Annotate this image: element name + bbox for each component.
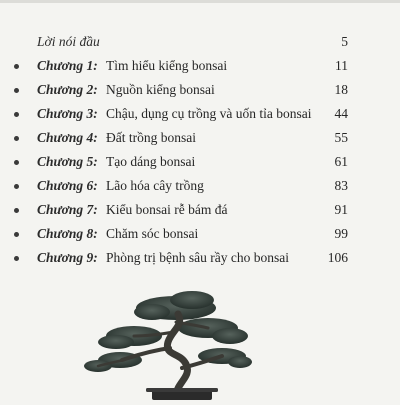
chapter-page: 44	[334, 106, 348, 121]
toc-row-chapter-8[interactable]	[0, 223, 400, 245]
bonsai-tree-icon	[80, 286, 280, 400]
chapter-page: 106	[327, 250, 348, 265]
chapter-title: Phòng trị bệnh sâu rầy cho bonsai	[106, 250, 289, 265]
toc-intro-row[interactable]	[0, 31, 400, 53]
chapter-title: Lão hóa cây trồng	[106, 178, 204, 193]
bullet-icon	[14, 256, 19, 261]
chapter-title: Kiểu bonsai rễ bám đá	[106, 202, 228, 217]
chapter-page: 91	[334, 202, 348, 217]
chapter-page: 61	[334, 154, 348, 169]
bonsai-illustration	[80, 286, 280, 400]
bullet-icon	[14, 112, 19, 117]
toc-row-chapter-3[interactable]	[0, 103, 400, 125]
chapter-title: Chăm sóc bonsai	[106, 226, 199, 241]
chapter-title: Tìm hiểu kiểng bonsai	[106, 58, 228, 73]
chapter-label: Chương 6:	[37, 178, 98, 193]
bullet-icon	[14, 184, 19, 189]
chapter-label: Chương 5:	[37, 154, 98, 169]
bullet-icon	[14, 88, 19, 93]
bullet-icon	[14, 160, 19, 165]
toc-row-chapter-9[interactable]	[0, 247, 400, 269]
chapter-title: Tạo dáng bonsai	[106, 154, 196, 169]
chapter-label: Chương 3:	[37, 106, 98, 121]
chapter-label: Chương 8:	[37, 226, 98, 241]
chapter-page: 18	[334, 82, 348, 97]
bullet-icon	[14, 232, 19, 237]
toc-row-chapter-2[interactable]	[0, 79, 400, 101]
toc-row-chapter-5[interactable]	[0, 151, 400, 173]
chapter-page: 99	[334, 226, 348, 241]
chapter-page: 11	[335, 58, 348, 73]
chapter-title: Chậu, dụng cụ trồng và uốn tỉa bonsai	[106, 106, 312, 121]
toc-row-chapter-1[interactable]	[0, 55, 400, 77]
chapter-label: Chương 2:	[37, 82, 98, 97]
chapter-label: Chương 9:	[37, 250, 98, 265]
toc-row-chapter-6[interactable]	[0, 175, 400, 197]
toc-intro-label: Lời nói đầu	[37, 34, 100, 49]
bullet-icon	[14, 64, 19, 69]
chapter-label: Chương 4:	[37, 130, 98, 145]
chapter-page: 55	[334, 130, 348, 145]
bullet-icon	[14, 208, 19, 213]
chapter-title: Đất trồng bonsai	[106, 130, 196, 145]
toc-intro-page: 5	[341, 34, 348, 49]
bonsai-pot	[146, 388, 218, 400]
bullet-icon	[14, 136, 19, 141]
toc-row-chapter-4[interactable]	[0, 127, 400, 149]
chapter-label: Chương 1:	[37, 58, 98, 73]
chapter-title: Nguồn kiểng bonsai	[106, 82, 215, 97]
chapter-label: Chương 7:	[37, 202, 98, 217]
toc-row-chapter-7[interactable]	[0, 199, 400, 221]
chapter-page: 83	[334, 178, 348, 193]
